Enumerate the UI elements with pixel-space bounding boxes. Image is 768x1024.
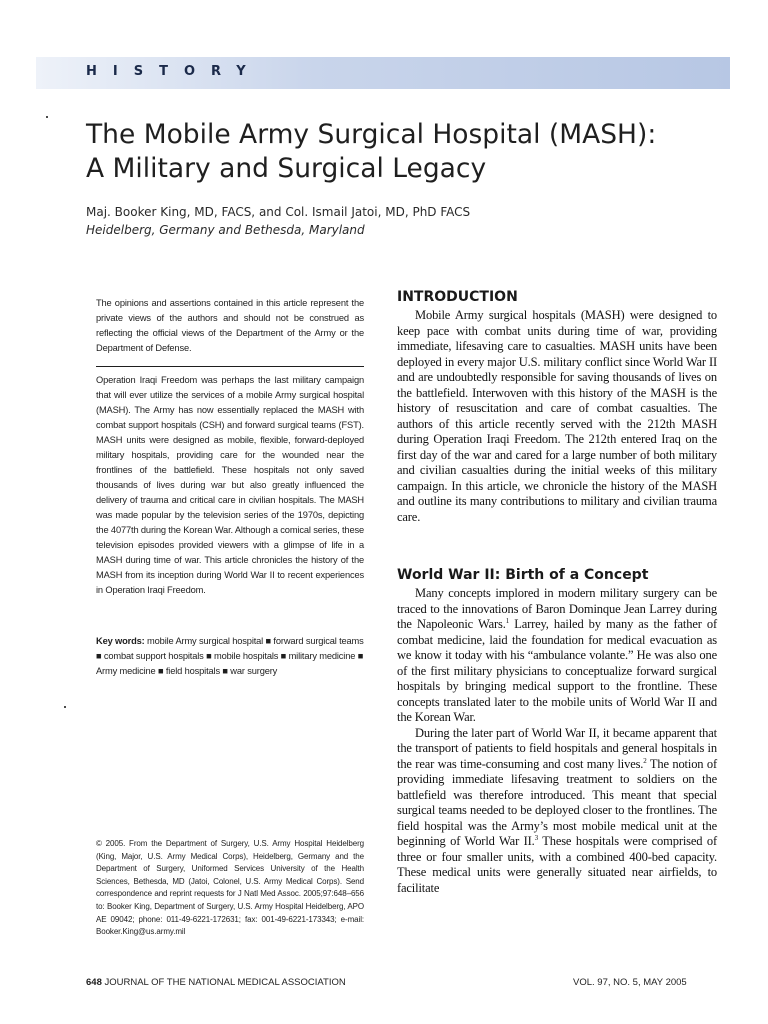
title-line-1: The Mobile Army Surgical Hospital (MASH): <box>86 119 657 150</box>
ww2-p2-text-b: The notion of providing immediate lifesaving treatment to soldiers on the battlefield was therefore introduced. This meant that special surgical teams needed to be deployed closer to the frontlines. The field hospital was the Army’s most mobile medical unit at the beginning of World War II. <box>397 756 718 848</box>
keywords-label: Key words: <box>96 636 145 646</box>
introduction-body <box>397 308 717 525</box>
ww2-p1-text-a: Many concepts implored in modern military surgery can be traced to the innovations of Baron Dominque Jean Larrey during the Napoleonic Wars. <box>397 586 717 631</box>
section-label: HISTORY <box>86 64 262 79</box>
speck-mark <box>46 116 48 118</box>
affiliation-line: Heidelberg, Germany and Bethesda, Maryland <box>86 223 365 237</box>
introduction-heading: INTRODUCTION <box>397 289 518 305</box>
reference-1: 1 <box>505 616 510 625</box>
reference-2: 2 <box>643 756 647 765</box>
keywords-list: mobile Army surgical hospital ■ forward surgical teams ■ combat support hospitals ■ mobile hospitals ■ military medicine ■ Army medicine ■ field hospitals ■ war surgery <box>96 636 364 676</box>
ww2-paragraph-1 <box>397 586 717 726</box>
author-line: Maj. Booker King, MD, FACS, and Col. Ismail Jatoi, MD, PhD FACS <box>86 205 471 219</box>
disclaimer-divider <box>96 366 364 367</box>
disclaimer-text: The opinions and assertions contained in this article represent the private views of the authors and should not be construed as reflecting the official views of the Department of the Army or the Department of Defense. <box>96 298 364 353</box>
copyright-note: © 2005. From the Department of Surgery, U.S. Army Hospital Heidelberg (King, Major, U.S. Army Medical Corps), Heidelberg, Germany and the Department of Surgery, Uniformed Services University of the Health Sciences, Bethesda, MD (Jatoi, Colonel, U.S. Army Medical Corps). Send correspondence and reprint requests for J Natl Med Assoc. 2005;97:648–656 to: Booker King, Department of Surgery, U.S. Army Hospital Heidelberg, APO AE 09042; phone: 011-49-6221-172631; fax: 001-49-6221-173343; e-mail: Booker.King@us.army.mil <box>96 839 364 937</box>
journal-name: JOURNAL OF THE NATIONAL MEDICAL ASSOCIATION <box>104 977 346 988</box>
ww2-p2-text-c: These hospitals were comprised of three or four smaller units, with a combined 400-bed capacity. These medical units were generally situated near airfields, to facilitate <box>397 834 717 895</box>
reference-3: 3 <box>534 833 538 842</box>
ww2-paragraph-2 <box>397 726 717 897</box>
footer-issue: VOL. 97, NO. 5, MAY 2005 <box>573 977 687 988</box>
abstract-text: Operation Iraqi Freedom was perhaps the last military campaign that will ever utilize the services of a mobile Army surgical hospital (MASH). The Army has now essentially replaced the MASH with combat support hospitals (CSH) and forward surgical teams (FST). MASH units were designed as mobile, flexible, forward-deployed military hospitals, providing care for the wounded near the frontlines of the battlefield. These hospitals not only saved thousands of lives during war but also greatly influenced the delivery of trauma and critical care in civilian hospitals. The MASH was made popular by the television series of the 1970s, depicting the 4077th during the Korean War. Although a comical series, these television episodes provided viewers with a glimpse of life in a MASH during time of war. This article chronicles the history of the MASH from its inception during World War II to recent experiences in Operation Iraqi Freedom. <box>96 375 364 595</box>
ww2-p1-text-b: Larrey, hailed by many as the father of combat medicine, laid the foundation for medical evacuation as we know it today with his “ambulance volante.” He was also one of the first military physicians to conceptualize forward surgical hospitals by bringing medical support to the frontline. These concepts translated later to the mobile units of World War II and the Korean War. <box>397 617 717 724</box>
introduction-section-heading <box>397 288 717 306</box>
ww2-p2-text-a: During the later part of World War II, it became apparent that the transport of patients to field hospitals and general hospitals in the rear was time-consuming and cost many lives. <box>397 725 717 771</box>
title-line-2: A Military and Surgical Legacy <box>86 153 487 184</box>
ww2-heading: World War II: Birth of a Concept <box>397 567 649 583</box>
footer-journal <box>86 977 346 988</box>
page-number: 648 <box>86 977 102 988</box>
ww2-body <box>397 586 717 896</box>
introduction-paragraph: Mobile Army surgical hospitals (MASH) were designed to keep pace with combat units during time of war, providing immediate, lifesaving care to casualties. MASH units have been deployed in every major U.S. military conflict since World War II and are undoubtedly responsible for saving thousands of lives on the battlefield. Interwoven with this history of the MASH is the history of resuscitation and care of combat casualties. The authors of this article recently served with the 212th MASH during Operation Iraqi Freedom. The 212th entered Iraq on the first day of the war and cared for a large number of both military and civilian casualties during the initial weeks of this military campaign. In this article, we chronicle the history of the MASH and outline its many contributions to military and civilian trauma care. <box>397 308 717 524</box>
speck-mark <box>64 706 66 708</box>
ww2-section-heading <box>397 566 717 584</box>
keywords-block <box>96 634 364 679</box>
article-title <box>86 118 706 186</box>
